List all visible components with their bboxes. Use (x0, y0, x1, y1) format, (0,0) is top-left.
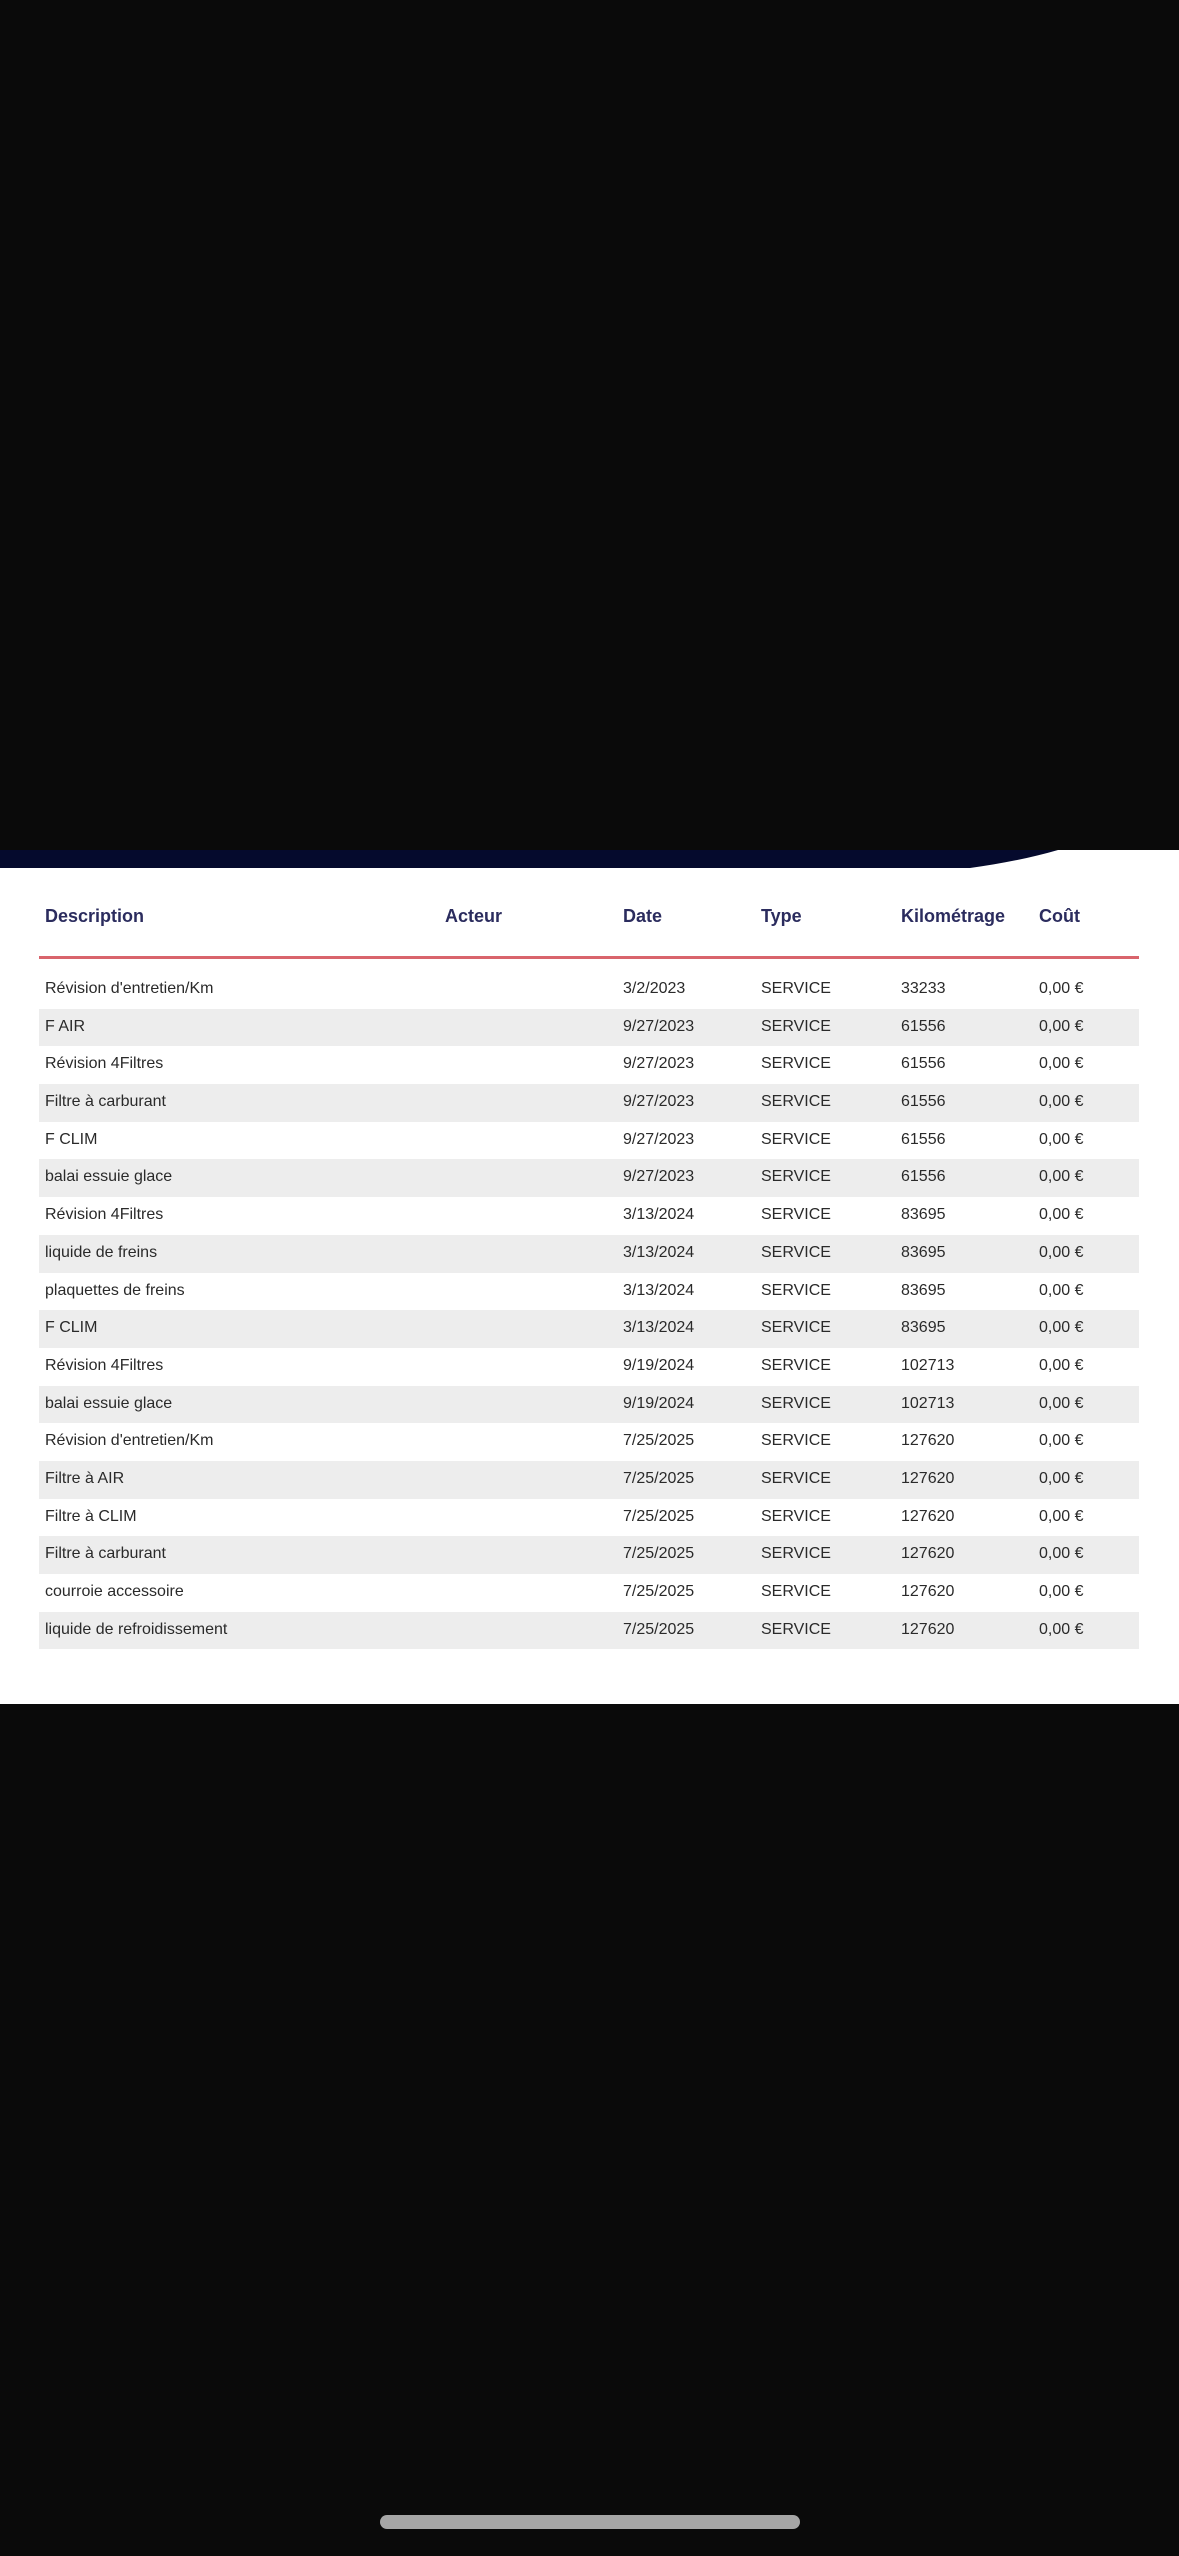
home-indicator[interactable] (380, 2515, 800, 2529)
cell-kilometrage: 102713 (901, 1356, 955, 1374)
cell-type: SERVICE (761, 1206, 831, 1224)
cell-type: SERVICE (761, 1319, 831, 1337)
cell-date: 9/19/2024 (623, 1394, 695, 1412)
cell-kilometrage: 83695 (901, 1243, 946, 1261)
table-row (39, 1386, 1139, 1424)
cell-description: balai essuie glace (45, 1168, 173, 1186)
table-row (39, 1159, 1139, 1197)
cell-cout: 0,00 € (1039, 1356, 1084, 1374)
cell-description: Révision 4Filtres (45, 1356, 164, 1374)
table-row (39, 1009, 1139, 1047)
table-row (39, 1423, 1139, 1461)
cell-kilometrage: 83695 (901, 1281, 946, 1299)
cell-description: Filtre à AIR (45, 1469, 125, 1487)
table-row (39, 1273, 1139, 1311)
cell-cout: 0,00 € (1039, 1319, 1084, 1337)
cell-type: SERVICE (761, 1469, 831, 1487)
header-type: Type (761, 906, 802, 926)
cell-type: SERVICE (761, 1281, 831, 1299)
cell-description: balai essuie glace (45, 1394, 173, 1412)
cell-description: Révision d'entretien/Km (45, 980, 214, 997)
cell-type: SERVICE (761, 1168, 831, 1186)
header-cout: Coût (1039, 906, 1080, 926)
cell-kilometrage: 61556 (901, 1168, 946, 1186)
table-row (39, 1235, 1139, 1273)
header-band (0, 850, 1179, 868)
cell-type: SERVICE (761, 1620, 831, 1638)
cell-cout: 0,00 € (1039, 1432, 1084, 1450)
cell-cout: 0,00 € (1039, 1583, 1084, 1600)
cell-description: plaquettes de freins (45, 1281, 185, 1299)
cell-type: SERVICE (761, 1130, 831, 1148)
cell-description: liquide de freins (45, 1243, 158, 1261)
cell-cout: 0,00 € (1039, 1620, 1084, 1638)
cell-type: SERVICE (761, 1055, 831, 1073)
cell-date: 9/27/2023 (623, 1168, 695, 1186)
cell-type: SERVICE (761, 1545, 831, 1563)
cell-kilometrage: 127620 (901, 1432, 955, 1450)
cell-type: SERVICE (761, 1432, 831, 1450)
cell-description: F CLIM (45, 1130, 98, 1148)
table-row (39, 1612, 1139, 1650)
cell-type: SERVICE (761, 980, 831, 997)
cell-kilometrage: 102713 (901, 1394, 955, 1412)
cell-date: 9/27/2023 (623, 1017, 695, 1035)
maintenance-records-table (39, 886, 1139, 1649)
cell-date: 3/13/2024 (623, 1319, 695, 1337)
cell-kilometrage: 61556 (901, 1130, 946, 1148)
table-row (39, 1310, 1139, 1348)
cell-date: 7/25/2025 (623, 1432, 695, 1450)
cell-type: SERVICE (761, 1394, 831, 1412)
cell-kilometrage: 61556 (901, 1093, 946, 1111)
cell-type: SERVICE (761, 1093, 831, 1111)
cell-date: 9/19/2024 (623, 1356, 695, 1374)
cell-kilometrage: 127620 (901, 1545, 955, 1563)
cell-description: F CLIM (45, 1319, 98, 1337)
table-header (39, 886, 1139, 959)
cell-kilometrage: 127620 (901, 1620, 955, 1638)
cell-description: Révision 4Filtres (45, 1206, 164, 1224)
cell-type: SERVICE (761, 1017, 831, 1035)
cell-description: Filtre à CLIM (45, 1507, 137, 1525)
cell-kilometrage: 127620 (901, 1507, 955, 1525)
header-description: Description (45, 906, 145, 926)
cell-description: Révision 4Filtres (45, 1055, 164, 1073)
cell-cout: 0,00 € (1039, 1055, 1084, 1073)
cell-type: SERVICE (761, 1507, 831, 1525)
cell-date: 3/13/2024 (623, 1206, 695, 1224)
table-row (39, 1197, 1139, 1235)
cell-cout: 0,00 € (1039, 1281, 1084, 1299)
cell-date: 7/25/2025 (623, 1545, 695, 1563)
cell-kilometrage: 33233 (901, 980, 946, 997)
table-row (39, 1499, 1139, 1537)
cell-cout: 0,00 € (1039, 1093, 1084, 1111)
cell-date: 9/27/2023 (623, 1093, 695, 1111)
cell-cout: 0,00 € (1039, 1017, 1084, 1035)
cell-date: 7/25/2025 (623, 1620, 695, 1638)
cell-kilometrage: 127620 (901, 1469, 955, 1487)
cell-cout: 0,00 € (1039, 1130, 1084, 1148)
cell-cout: 0,00 € (1039, 1394, 1084, 1412)
cell-date: 3/13/2024 (623, 1281, 695, 1299)
cell-date: 7/25/2025 (623, 1583, 695, 1600)
cell-date: 3/2/2023 (623, 980, 686, 997)
table-row (39, 1084, 1139, 1122)
table-row (39, 1536, 1139, 1574)
cell-cout: 0,00 € (1039, 980, 1084, 997)
header-date: Date (623, 906, 663, 926)
cell-description: Révision d'entretien/Km (45, 1432, 214, 1450)
cell-cout: 0,00 € (1039, 1243, 1084, 1261)
cell-kilometrage: 61556 (901, 1017, 946, 1035)
table-row (39, 1046, 1139, 1084)
cell-date: 3/13/2024 (623, 1243, 695, 1261)
cell-kilometrage: 127620 (901, 1583, 955, 1600)
cell-type: SERVICE (761, 1583, 831, 1600)
cell-description: courroie accessoire (45, 1583, 184, 1600)
header-acteur: Acteur (445, 906, 503, 926)
cell-description: F AIR (45, 1017, 86, 1035)
cell-description: Filtre à carburant (45, 1545, 166, 1563)
cell-cout: 0,00 € (1039, 1206, 1084, 1224)
cell-date: 9/27/2023 (623, 1055, 695, 1073)
table-row (39, 1122, 1139, 1160)
cell-cout: 0,00 € (1039, 1545, 1084, 1563)
cell-type: SERVICE (761, 1356, 831, 1374)
table-row (39, 971, 1139, 1009)
cell-cout: 0,00 € (1039, 1469, 1084, 1487)
cell-kilometrage: 61556 (901, 1055, 946, 1073)
cell-type: SERVICE (761, 1243, 831, 1261)
cell-description: Filtre à carburant (45, 1093, 166, 1111)
table-row (39, 1574, 1139, 1612)
cell-kilometrage: 83695 (901, 1206, 946, 1224)
cell-description: liquide de refroidissement (45, 1620, 228, 1638)
document-page (0, 850, 1179, 1704)
cell-date: 7/25/2025 (623, 1507, 695, 1525)
cell-kilometrage: 83695 (901, 1319, 946, 1337)
table-row (39, 1461, 1139, 1499)
cell-date: 7/25/2025 (623, 1469, 695, 1487)
table-row (39, 1348, 1139, 1386)
header-kilometrage: Kilométrage (901, 906, 1006, 926)
cell-cout: 0,00 € (1039, 1507, 1084, 1525)
header-band-shape (0, 850, 1179, 868)
cell-cout: 0,00 € (1039, 1168, 1084, 1186)
table-body (39, 959, 1139, 1649)
cell-date: 9/27/2023 (623, 1130, 695, 1148)
